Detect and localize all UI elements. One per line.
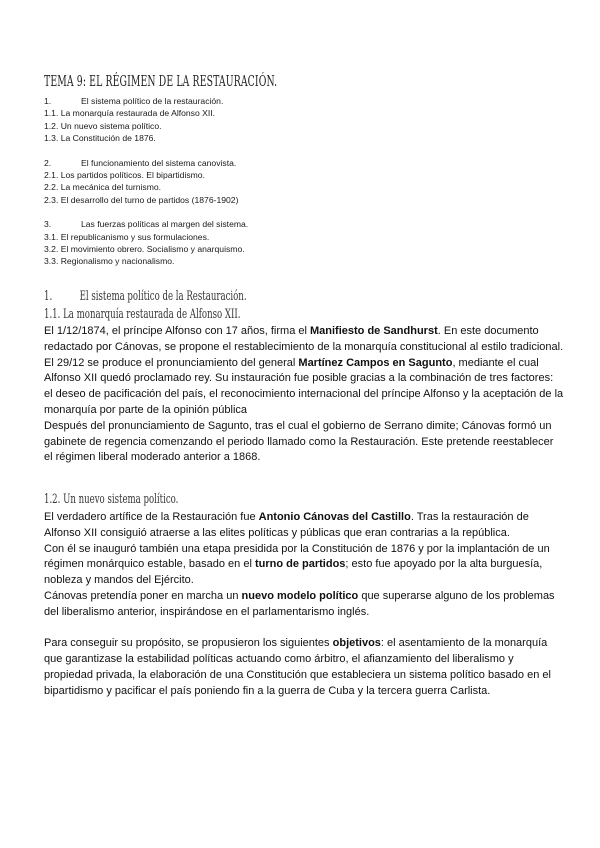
text-run: ; esto fue apoyado por la alta burguesía, nobleza y mandos del Ejército. xyxy=(44,558,543,587)
toc-item: 1.3. La Constitución de 1876. xyxy=(44,133,156,144)
section-heading: 1. El sistema político de la Restauración. xyxy=(44,289,247,304)
text-run: El 29/12 se produce el pronunciamiento del general xyxy=(44,356,299,369)
bold-term: objetivos xyxy=(332,637,381,650)
section-1-1-text xyxy=(44,324,564,466)
subsection-heading: 1.2. Un nuevo sistema político. xyxy=(44,492,179,507)
toc-item: 1.1. La monarquía restaurada de Alfonso XII. xyxy=(44,108,216,119)
paragraph xyxy=(44,356,564,419)
paragraph xyxy=(44,324,564,356)
paragraph xyxy=(44,542,564,589)
bold-term: Antonio Cánovas del Castillo xyxy=(258,511,411,523)
text-run: Para conseguir su propósito, se propusieron los siguientes xyxy=(44,637,333,650)
text-run: El verdadero artífice de la Restauración fue xyxy=(44,511,259,523)
paragraph xyxy=(44,589,564,621)
text-run: El 1/12/1874, el príncipe Alfonso con 17 años, firma el xyxy=(44,325,310,337)
paragraph xyxy=(44,419,564,466)
subsection-heading: 1.1. La monarquía restaurada de Alfonso XII. xyxy=(44,307,241,322)
bold-term: Martínez Campos en Sagunto xyxy=(298,356,453,369)
text-run: Cánovas pretendía poner en marcha un xyxy=(44,589,242,602)
text-run: Después del pronunciamiento de Sagunto, tras el cual el gobierno de Serrano dimite; Cánovas formó un gabinete de regencia comenzando el periodo llamado como la Restauración. Este pretende reestablecer el régimen liberal moderado anterior a 1868. xyxy=(44,419,554,464)
text-run: que superarse alguno de los problemas del liberalismo anterior, inspirándose en el parlamentarismo inglés. xyxy=(44,589,555,618)
text-run: . Tras la restauración de Alfonso XII consiguió atraerse a las elites políticas y públicas que eran contrarias a la república. xyxy=(44,511,529,539)
bold-term: nuevo modelo político xyxy=(241,589,359,602)
table-of-contents xyxy=(44,95,248,268)
toc-item: 2.1. Los partidos políticos. El bipartidismo. xyxy=(44,170,205,181)
section-1-2-text xyxy=(44,510,564,700)
paragraph xyxy=(44,636,564,699)
text-run: : el asentamiento de la monarquía que garantizase la estabilidad políticas actuando como árbitro, el afianzamiento del liberalismo y propiedad privada, la elaboración de una Constitución que estableciera un sistema político basado en el bipartidismo y pacificar el país poniendo fin a la guerra de Cuba y la tercera guerra Carlista. xyxy=(44,637,551,697)
toc-item: 2.2. La mecánica del turnismo. xyxy=(44,182,162,193)
toc-item: 3.3. Regionalismo y nacionalismo. xyxy=(44,256,175,267)
toc-item: 3.2. El movimiento obrero. Socialismo y anarquismo. xyxy=(44,244,245,255)
text-run: . En este documento redactado por Cánovas, se propone el restablecimiento de la monarquía constitucional al estilo tradicional. xyxy=(44,325,564,353)
bold-term: turno de partidos xyxy=(254,558,346,571)
toc-item: 3.1. El republicanismo y sus formulaciones. xyxy=(44,231,210,242)
toc-item: 2. El funcionamiento del sistema canovista. xyxy=(44,157,237,168)
text-run: , mediante el cual Alfonso XII quedó proclamado rey. Su instauración fue posible gracias a la combinación de tres factores: el deseo de pacificación del país, el reconocimiento internacional del príncipe Alfonso y la aceptación de la monarquía por parte de la opinión pública xyxy=(44,356,564,416)
paragraph xyxy=(44,510,564,542)
text-run: Con él se inauguró también una etapa presidida por la Constitución de 1876 y por la implantación de un régimen monárquico estable, basado en el xyxy=(44,542,550,571)
bold-term: Manifiesto de Sandhurst xyxy=(310,325,438,337)
toc-item: 1.2. Un nuevo sistema político. xyxy=(44,120,162,131)
document-title: TEMA 9: EL RÉGIMEN DE LA RESTAURACIÓN. xyxy=(44,72,278,90)
toc-item: 1. El sistema político de la restauración. xyxy=(44,96,224,106)
toc-item: 2.3. El desarrollo del turno de partidos (1876-1902) xyxy=(44,194,239,205)
toc-item: 3. Las fuerzas políticas al margen del sistema. xyxy=(44,219,249,230)
